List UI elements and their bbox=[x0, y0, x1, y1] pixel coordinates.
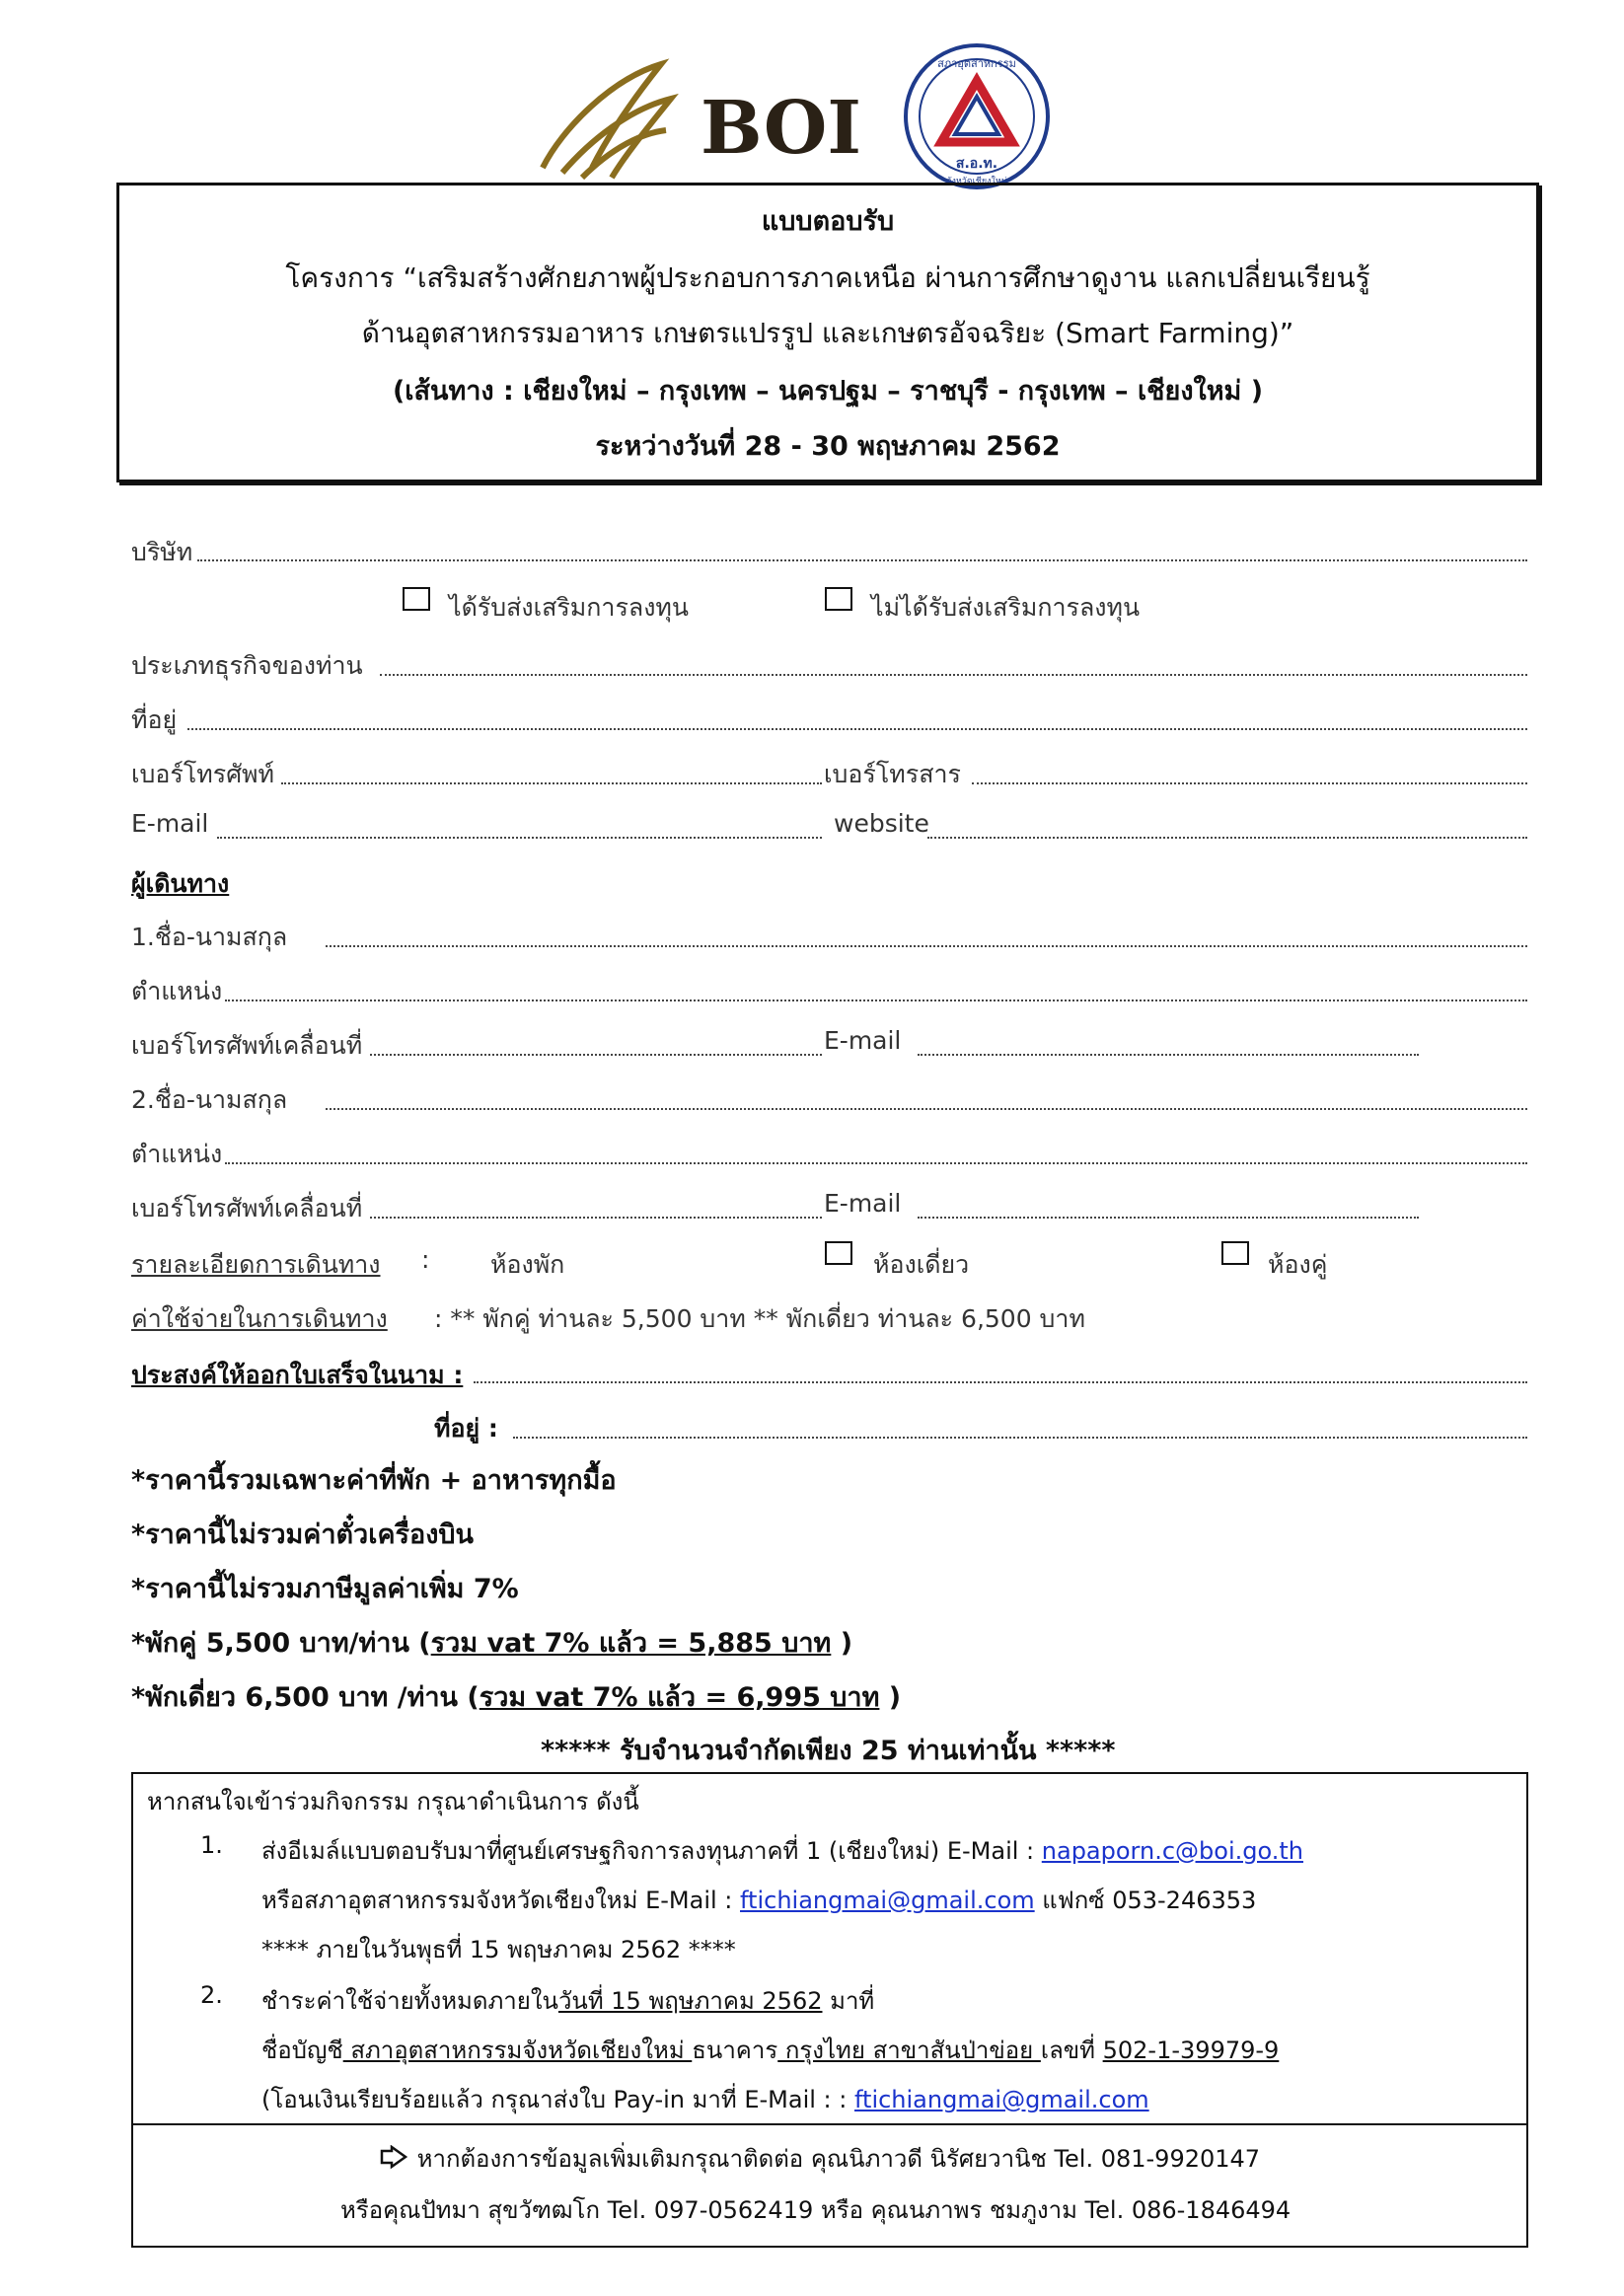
email-label: E-mail bbox=[131, 809, 209, 838]
receipt-label: ประสงค์ให้ออกใบเสร็จในนาม : bbox=[131, 1361, 464, 1389]
company-field[interactable] bbox=[197, 559, 1527, 561]
t2-email-label: E-mail bbox=[824, 1189, 902, 1218]
address-label: ที่อยู่ bbox=[131, 705, 178, 734]
t1-position-label: ตำแหน่ง bbox=[131, 977, 223, 1005]
website-field[interactable] bbox=[927, 837, 1527, 839]
t2-position-label: ตำแหน่ง bbox=[131, 1140, 223, 1168]
cost-label: ค่าใช้จ่ายในการเดินทาง bbox=[131, 1304, 388, 1333]
note-5: *พักเดี่ยว 6,500 บาท /ท่าน (รวม vat 7% แล้ว = 6,995 บาท ) bbox=[131, 1682, 902, 1713]
header-box bbox=[116, 183, 1539, 482]
boi-email-link[interactable]: napaporn.c@boi.go.th bbox=[1041, 1837, 1303, 1865]
step-1-line2: หรือสภาอุตสาหกรรมจังหวัดเชียงใหม่ E-Mail : ftichiangmai@gmail.com แฟกซ์ 053-246353 bbox=[261, 1887, 1257, 1914]
svg-text:BOI: BOI bbox=[701, 86, 861, 171]
t1-mobile-label: เบอร์โทรศัพท์เคลื่อนที่ bbox=[131, 1031, 363, 1060]
note-2: *ราคานี้ไม่รวมค่าตั๋วเครื่องบิน bbox=[131, 1519, 475, 1550]
email-field[interactable] bbox=[217, 837, 822, 839]
t1-email-field[interactable] bbox=[918, 1054, 1419, 1056]
contact-line-1: หากต้องการข้อมูลเพิ่มเติมกรุณาติดต่อ คุณนิภาวดี นิรัศยวานิช Tel. 081-9920147 bbox=[380, 2139, 1260, 2178]
step-1-line1: ส่งอีเมล์แบบตอบรับมาที่ศูนย์เศรษฐกิจการลงทุนภาคที่ 1 (เชียงใหม่) E-Mail : napaporn.c@boi.go.th bbox=[261, 1837, 1303, 1865]
logo-area bbox=[533, 39, 1066, 197]
fax-label: เบอร์โทรสาร bbox=[824, 760, 961, 788]
fti-email-link[interactable]: ftichiangmai@gmail.com bbox=[740, 1887, 1035, 1914]
travelers-heading: ผู้เดินทาง bbox=[131, 869, 230, 898]
t2-email-field[interactable] bbox=[918, 1217, 1419, 1219]
step-1-number: 1. bbox=[200, 1831, 223, 1859]
svg-text:สภาอุตสาหกรรม: สภาอุตสาหกรรม bbox=[937, 57, 1016, 70]
step-1-deadline: **** ภายในวันพุธที่ 15 พฤษภาคม 2562 **** bbox=[261, 1936, 736, 1963]
boi-no-checkbox[interactable] bbox=[825, 587, 852, 611]
fax-field[interactable] bbox=[972, 782, 1527, 784]
website-label: website bbox=[834, 809, 929, 838]
trip-details-colon: : bbox=[421, 1245, 430, 1274]
room-label: ห้องพัก bbox=[490, 1250, 565, 1279]
payin-email-link[interactable]: ftichiangmai@gmail.com bbox=[854, 2086, 1149, 2113]
contact-line-2: หรือคุณปัทมา สุขวัฑฒโก Tel. 097-0562419 หรือ คุณนภาพร ชมภูงาม Tel. 086-1846494 bbox=[340, 2196, 1292, 2224]
receipt-address-field[interactable] bbox=[513, 1437, 1527, 1439]
double-room-label: ห้องคู่ bbox=[1268, 1250, 1328, 1279]
t2-position-field[interactable] bbox=[225, 1162, 1527, 1164]
t1-email-label: E-mail bbox=[824, 1026, 902, 1055]
limit-note: ***** รับจำนวนจำกัดเพียง 25 ท่านเท่านั้น ***** bbox=[541, 1736, 1116, 1766]
t2-name-field[interactable] bbox=[326, 1108, 1527, 1110]
t1-position-field[interactable] bbox=[225, 1000, 1527, 1001]
project-title-line2: ด้านอุตสาหกรรมอาหาร เกษตรแปรรูป และเกษตรอัจฉริยะ (Smart Farming)” bbox=[361, 317, 1294, 349]
contact-divider bbox=[133, 2123, 1526, 2125]
phone-field[interactable] bbox=[281, 782, 822, 784]
t1-name-field[interactable] bbox=[326, 945, 1527, 947]
phone-label: เบอร์โทรศัพท์ bbox=[131, 760, 275, 788]
address-field[interactable] bbox=[187, 728, 1527, 730]
double-room-checkbox[interactable] bbox=[1221, 1241, 1249, 1265]
company-label: บริษัท bbox=[131, 538, 193, 566]
instructions-intro: หากสนใจเข้าร่วมกิจกรรม กรุณาดำเนินการ ดังนี้ bbox=[147, 1788, 639, 1815]
business-type-field[interactable] bbox=[380, 674, 1527, 676]
svg-text:ส.อ.ท.: ส.อ.ท. bbox=[955, 156, 998, 172]
t2-mobile-label: เบอร์โทรศัพท์เคลื่อนที่ bbox=[131, 1194, 363, 1222]
step-2-number: 2. bbox=[200, 1981, 223, 2009]
business-type-label: ประเภทธุรกิจของท่าน bbox=[131, 651, 363, 680]
form-title: แบบตอบรับ bbox=[761, 206, 895, 237]
single-room-label: ห้องเดี่ยว bbox=[873, 1250, 970, 1279]
boi-yes-label: ได้รับส่งเสริมการลงทุน bbox=[449, 593, 689, 622]
arrow-hand-icon bbox=[380, 2145, 409, 2171]
cost-text: : ** พักคู่ ท่านละ 5,500 บาท ** พักเดี่ยว ท่านละ 6,500 บาท bbox=[434, 1304, 1085, 1333]
instructions-box bbox=[131, 1772, 1528, 2248]
t1-mobile-field[interactable] bbox=[370, 1054, 822, 1056]
step-2-payin: (โอนเงินเรียบร้อยแล้ว กรุณาส่งใบ Pay-in มาที่ E-Mail : : ftichiangmai@gmail.com bbox=[261, 2086, 1149, 2113]
t1-name-label: 1.ชื่อ-นามสกุล bbox=[131, 923, 288, 951]
step-2-line1: ชำระค่าใช้จ่ายทั้งหมดภายในวันที่ 15 พฤษภาคม 2562 มาที่ bbox=[261, 1987, 875, 2015]
receipt-address-label: ที่อยู่ : bbox=[434, 1414, 498, 1443]
single-room-checkbox[interactable] bbox=[825, 1241, 852, 1265]
step-2-account: ชื่อบัญชี สภาอุตสาหกรรมจังหวัดเชียงใหม่ ธนาคาร กรุงไทย สาขาสันป่าข่อย เลขที่ 502-1-39979-9 bbox=[261, 2037, 1280, 2064]
fti-seal-icon bbox=[898, 39, 1056, 197]
boi-yes-checkbox[interactable] bbox=[403, 587, 430, 611]
note-3: *ราคานี้ไม่รวมภาษีมูลค่าเพิ่ม 7% bbox=[131, 1574, 519, 1604]
trip-details-label: รายละเอียดการเดินทาง bbox=[131, 1250, 381, 1279]
note-1: *ราคานี้รวมเฉพาะค่าที่พัก + อาหารทุกมื้อ bbox=[131, 1465, 617, 1496]
note-4: *พักคู่ 5,500 บาท/ท่าน (รวม vat 7% แล้ว = 5,885 บาท ) bbox=[131, 1628, 853, 1659]
route-line: (เส้นทาง : เชียงใหม่ – กรุงเทพ – นครปฐม – ราชบุรี - กรุงเทพ – เชียงใหม่ ) bbox=[392, 376, 1264, 407]
svg-text:จังหวัดเชียงใหม่: จังหวัดเชียงใหม่ bbox=[946, 177, 1007, 186]
t2-mobile-field[interactable] bbox=[370, 1217, 822, 1219]
date-line: ระหว่างวันที่ 28 - 30 พฤษภาคม 2562 bbox=[595, 431, 1061, 462]
receipt-name-field[interactable] bbox=[474, 1381, 1527, 1383]
project-title-line1: โครงการ “เสริมสร้างศักยภาพผู้ประกอบการภาคเหนือ ผ่านการศึกษาดูงาน แลกเปลี่ยนเรียนรู้ bbox=[285, 261, 1370, 294]
t2-name-label: 2.ชื่อ-นามสกุล bbox=[131, 1085, 288, 1114]
boi-no-label: ไม่ได้รับส่งเสริมการลงทุน bbox=[871, 593, 1141, 622]
